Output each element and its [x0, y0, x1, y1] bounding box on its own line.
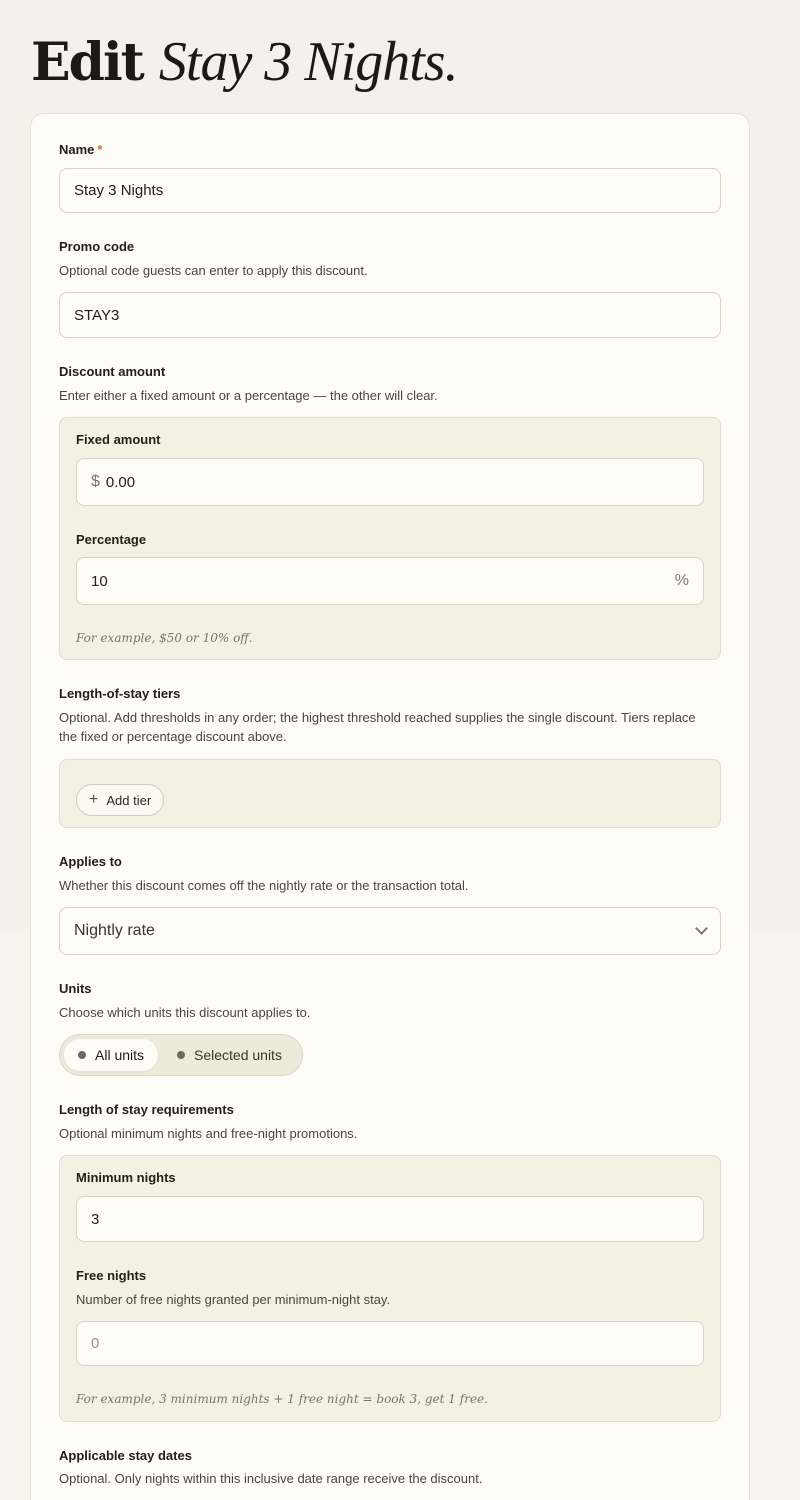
applies-to-help: Whether this discount comes off the nightly rate or the transaction total.	[59, 878, 469, 893]
discount-amount-label: Discount amount	[59, 364, 166, 379]
units-help: Choose which units this discount applies to.	[59, 1005, 311, 1020]
units-label: Units	[59, 981, 92, 996]
page-title-name: Stay 3 Nights.	[158, 31, 458, 93]
applies-to-label: Applies to	[59, 854, 122, 869]
applies-to-select[interactable]	[59, 907, 721, 955]
promo-code-help: Optional code guests can enter to apply this discount.	[59, 263, 368, 278]
page-title	[31, 30, 458, 94]
promo-code-label: Promo code	[59, 239, 135, 254]
percent-suffix: %	[674, 572, 689, 589]
tiers-help: Optional. Add thresholds in any order; the highest threshold reached supplies the single discount. Tiers replace the fixed or percentage discount above.	[59, 710, 696, 744]
minimum-nights-label: Minimum nights	[76, 1170, 176, 1185]
fixed-amount-label: Fixed amount	[76, 432, 161, 447]
minimum-nights-value: 3	[91, 1210, 100, 1228]
dot-icon	[78, 1051, 86, 1059]
percentage-label: Percentage	[76, 532, 147, 547]
page-title-prefix: Edit	[31, 32, 143, 93]
stay-requirements-panel	[59, 1155, 721, 1422]
add-tier-label: Add tier	[106, 792, 152, 808]
dot-icon	[177, 1051, 185, 1059]
dollar-prefix: $	[91, 473, 100, 490]
units-option-all-label: All units	[95, 1047, 145, 1063]
plus-icon: +	[89, 791, 99, 808]
fixed-amount-value: 0.00	[105, 473, 136, 491]
units-option-selected[interactable]	[163, 1039, 296, 1071]
promo-code-field[interactable]	[59, 292, 721, 338]
promo-code-value: STAY3	[74, 306, 120, 324]
percentage-field[interactable]	[76, 557, 704, 605]
free-nights-help: Number of free nights granted per minimum-night stay.	[76, 1292, 391, 1307]
percentage-value: 10	[91, 572, 108, 590]
stay-dates-help: Optional. Only nights within this inclusive date range receive the discount.	[59, 1471, 483, 1486]
stay-requirements-label: Length of stay requirements	[59, 1102, 234, 1117]
discount-amount-panel	[59, 417, 721, 660]
stay-example: For example, 3 minimum nights + 1 free night = book 3, get 1 free.	[76, 1392, 488, 1406]
name-field[interactable]	[59, 168, 721, 213]
chevron-down-icon	[695, 922, 708, 935]
units-option-selected-label: Selected units	[194, 1047, 282, 1063]
fixed-amount-field[interactable]	[76, 458, 704, 506]
edit-discount-form	[30, 113, 750, 1500]
tiers-panel	[59, 759, 721, 828]
name-label	[59, 142, 102, 157]
applies-to-value: Nightly rate	[74, 922, 155, 939]
add-tier-button[interactable]	[76, 784, 164, 816]
discount-amount-help: Enter either a fixed amount or a percentage — the other will clear.	[59, 388, 438, 403]
stay-requirements-help: Optional minimum nights and free-night promotions.	[59, 1126, 358, 1141]
tiers-label: Length-of-stay tiers	[59, 686, 181, 701]
discount-example: For example, $50 or 10% off.	[76, 631, 253, 645]
minimum-nights-field[interactable]	[76, 1196, 704, 1242]
required-marker: *	[97, 142, 103, 157]
units-toggle	[59, 1034, 303, 1076]
units-option-all[interactable]	[64, 1039, 158, 1071]
stay-dates-label: Applicable stay dates	[59, 1448, 192, 1463]
name-field-value: Stay 3 Nights	[74, 182, 164, 199]
free-nights-placeholder: 0	[91, 1335, 100, 1352]
free-nights-field[interactable]	[76, 1321, 704, 1366]
name-label-text: Name	[59, 142, 95, 157]
free-nights-label: Free nights	[76, 1268, 147, 1283]
